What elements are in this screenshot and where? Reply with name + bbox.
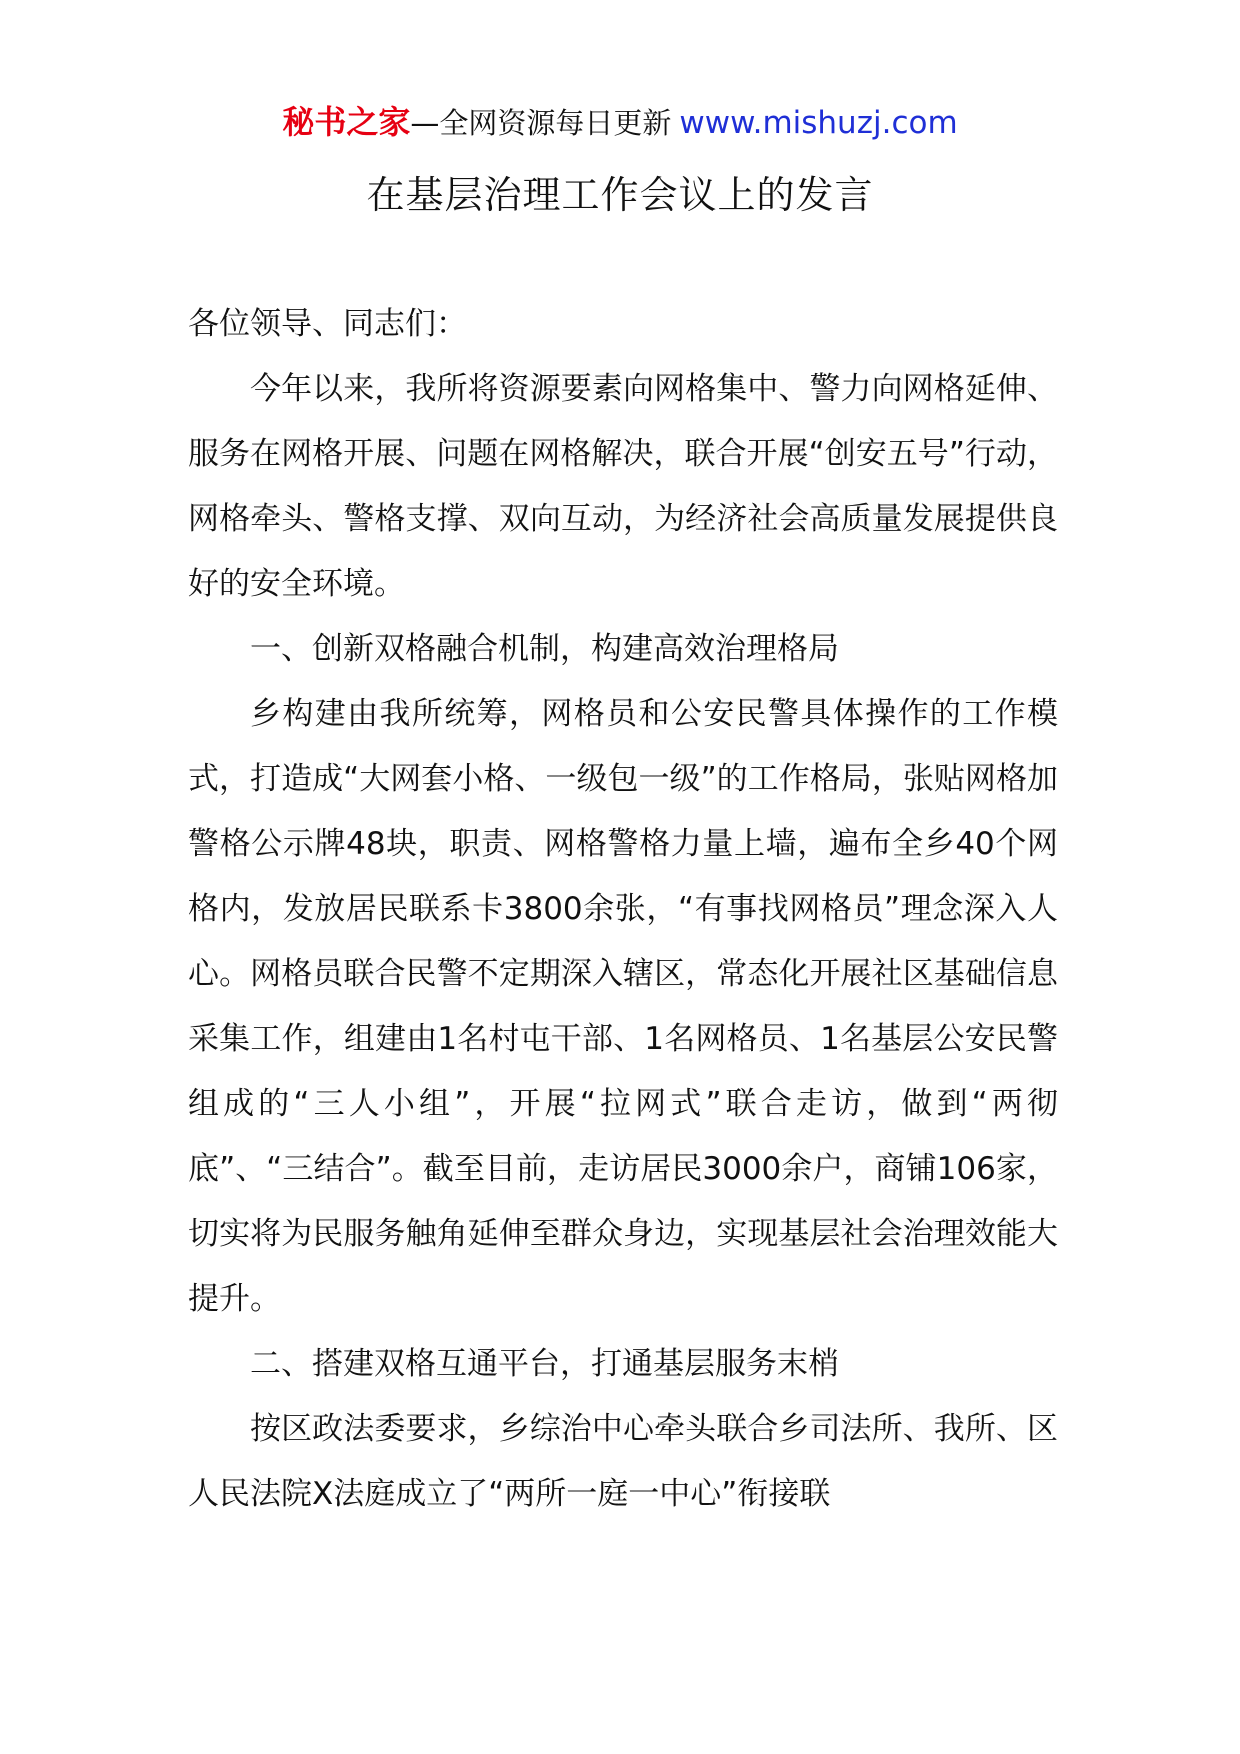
- website-link[interactable]: www.mishuzj.com: [679, 105, 958, 141]
- header-slogan: —全网资源每日更新: [410, 106, 672, 140]
- site-header: [0, 102, 1240, 143]
- section-heading-1: 一、创新双格融合机制，构建高效治理格局: [250, 631, 839, 667]
- document-title: 在基层治理工作会议上的发言: [366, 173, 874, 217]
- section-paragraph-1: 乡构建由我所统筹，网格员和公安民警具体操作的工作模式，打造成“大网套小格、一级包一级”的工作格局，张贴网格加警格公示牌48块，职责、网格警格力量上墙，遍布全乡40个网格内，发放居民联系卡3800余张，“有事找网格员”理念深入人心。网格员联合民警不定期深入辖区，常态化开展社区基础信息采集工作，组建由1名村屯干部、1名网格员、1名基层公安民警组成的“三人小组”，开展“拉网式”联合走访，做到“两彻底”、“三结合”。截至目前，走访居民3000余户，商铺106家，切实将为民服务触角延伸至群众身边，实现基层社会治理效能大提升。: [188, 696, 1058, 1317]
- intro-paragraph: 今年以来，我所将资源要素向网格集中、警力向网格延伸、服务在网格开展、问题在网格解决，联合开展“创安五号”行动，网格牵头、警格支撑、双向互动，为经济社会高质量发展提供良好的安全环境。: [188, 371, 1058, 602]
- document-body: [188, 292, 1058, 1527]
- section-paragraph-2: 按区政法委要求，乡综治中心牵头联合乡司法所、我所、区人民法院X法庭成立了“两所一庭一中心”衔接联: [188, 1411, 1058, 1512]
- section-heading-2: 二、搭建双格互通平台，打通基层服务末梢: [250, 1346, 839, 1382]
- brand-name: 秘书之家: [282, 103, 411, 141]
- salutation: 各位领导、同志们：: [188, 306, 467, 342]
